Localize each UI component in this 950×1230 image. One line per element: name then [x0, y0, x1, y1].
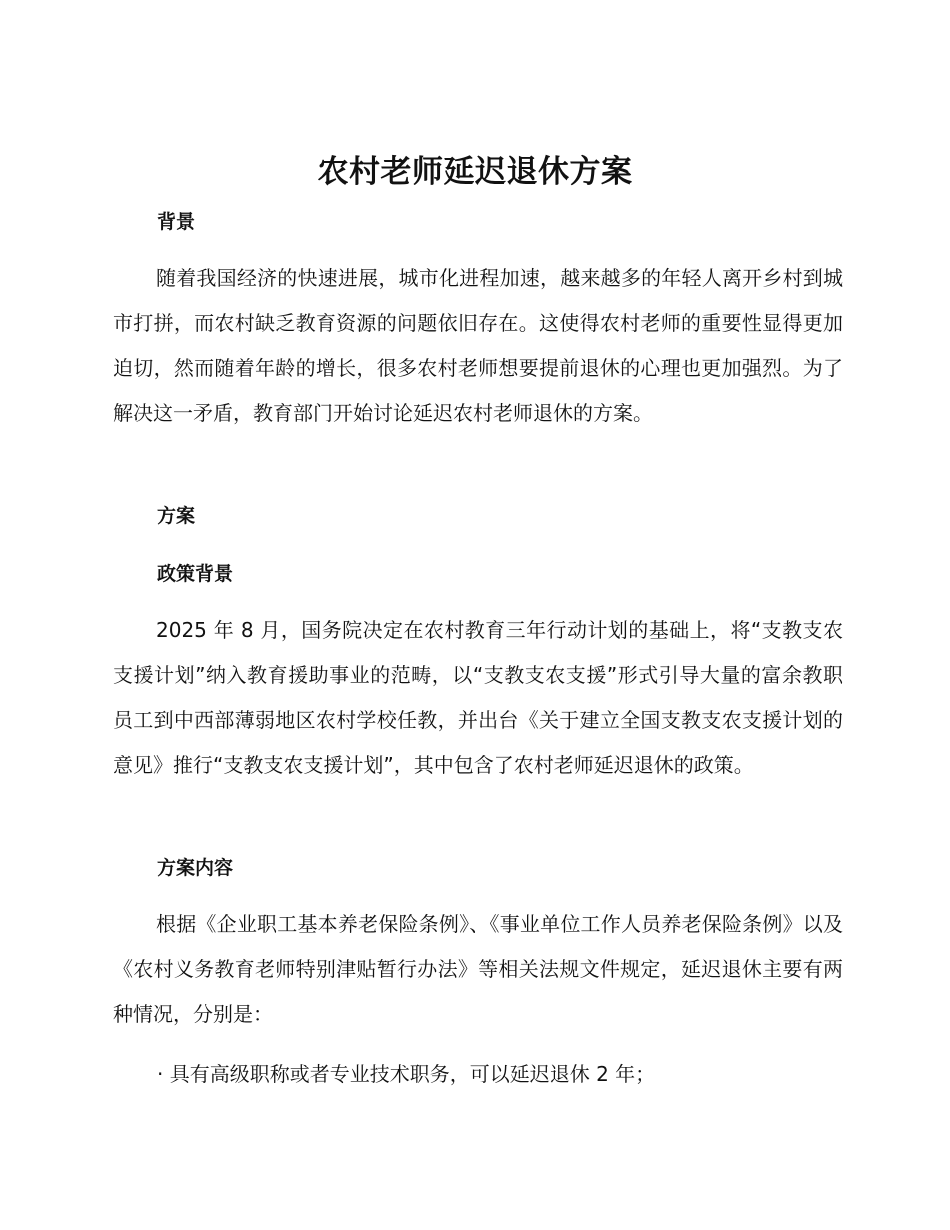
section-heading-background: 背景 — [157, 211, 196, 233]
section-heading-plan: 方案 — [157, 505, 196, 527]
paragraph-policy-background: 2025 年 8 月，国务院决定在农村教育三年行动计划的基础上，将“支教支农支援计划”纳入教育援助事业的范畴，以“支教支农支援”形式引导大量的富余教职员工到中西部薄弱地区农村学校任教，并出台《关于建立全国支教支农支援计划的意见》推行“支教支农支援计划”，其中包含了农村老师延迟退休的政策。 — [113, 618, 843, 777]
list-item: · 具有高级职称或者专业技术职务，可以延迟退休 2 年； — [157, 1062, 656, 1086]
paragraph-background: 随着我国经济的快速进展，城市化进程加速，越来越多的年轻人离开乡村到城市打拼，而农村缺乏教育资源的问题依旧存在。这使得农村老师的重要性显得更加迫切，然而随着年龄的增长，很多农村老师想要提前退休的心理也更加强烈。为了解决这一矛盾，教育部门开始讨论延迟农村老师退休的方案。 — [113, 266, 843, 425]
document-title: 农村老师延迟退休方案 — [317, 154, 633, 190]
section-heading-policy-background: 政策背景 — [157, 563, 234, 585]
paragraph-plan-content: 根据《企业职工基本养老保险条例》、《事业单位工作人员养老保险条例》以及《农村义务教育老师特别津贴暂行办法》等相关法规文件规定，延迟退休主要有两种情况，分别是： — [113, 912, 843, 1026]
section-heading-plan-content: 方案内容 — [157, 857, 234, 879]
